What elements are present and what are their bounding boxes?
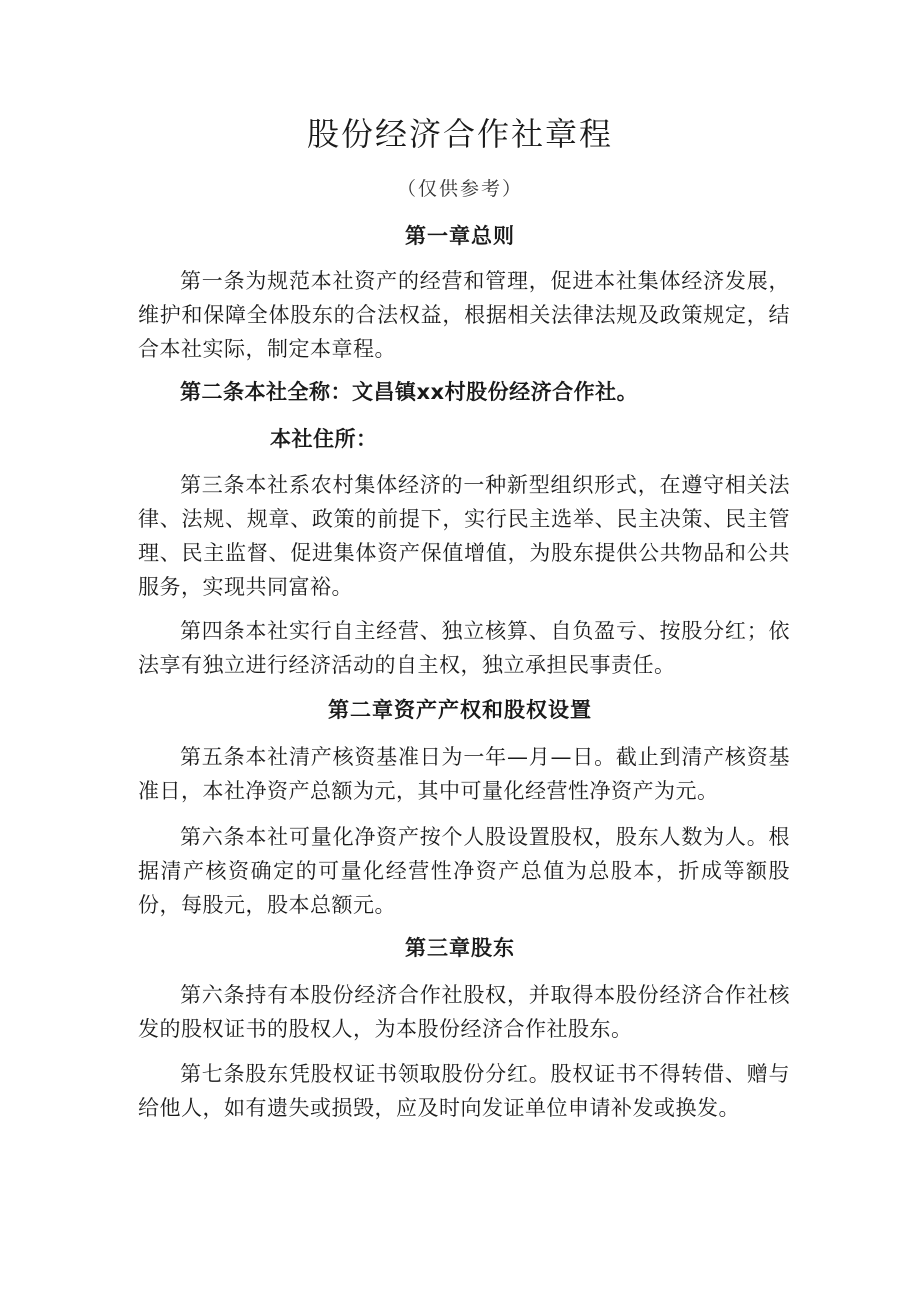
- article-3: 第三条本社系农村集体经济的一种新型组织形式，在遵守相关法律、法规、规章、政策的前提下，实行民主选举、民主决策、民主管理、民主监督、促进集体资产保值增值，为股东提供公共物品和公共服务，实现共同富裕。: [138, 473, 790, 599]
- chapter-1-heading: 第一章总则: [405, 224, 515, 248]
- document-subtitle: （仅供参考）: [396, 178, 523, 200]
- address-line: 本社住所：: [270, 427, 378, 451]
- article-6b: 第六条持有本股份经济合作社股权，并取得本股份经济合作社核发的股权证书的股权人，为本股份经济合作社股东。: [138, 983, 790, 1041]
- chapter-2-heading: 第二章资产产权和股权设置: [328, 698, 592, 722]
- chapter-3-heading: 第三章股东: [405, 936, 515, 960]
- article-1: 第一条为规范本社资产的经营和管理，促进本社集体经济发展，维护和保障全体股东的合法权益，根据相关法律法规及政策规定，结合本社实际，制定本章程。: [138, 269, 790, 361]
- document-title: 股份经济合作社章程: [306, 115, 613, 153]
- article-2: 第二条本社全称：文昌镇xx村股份经济合作社。: [180, 380, 639, 404]
- article-6: 第六条本社可量化净资产按个人股设置股权，股东人数为人。根据清产核资确定的可量化经营性净资产总值为总股本，折成等额股份，每股元，股本总额元。: [138, 825, 790, 917]
- article-7: 第七条股东凭股权证书领取股份分红。股权证书不得转借、赠与给他人，如有遗失或损毁，应及时向发证单位申请补发或换发。: [138, 1062, 790, 1120]
- article-5: 第五条本社清产核资基准日为一年—月—日。截止到清产核资基准日，本社净资产总额为元，其中可量化经营性净资产为元。: [138, 745, 790, 803]
- article-4: 第四条本社实行自主经营、独立核算、自负盈亏、按股分红；依法享有独立进行经济活动的自主权，独立承担民事责任。: [138, 619, 790, 677]
